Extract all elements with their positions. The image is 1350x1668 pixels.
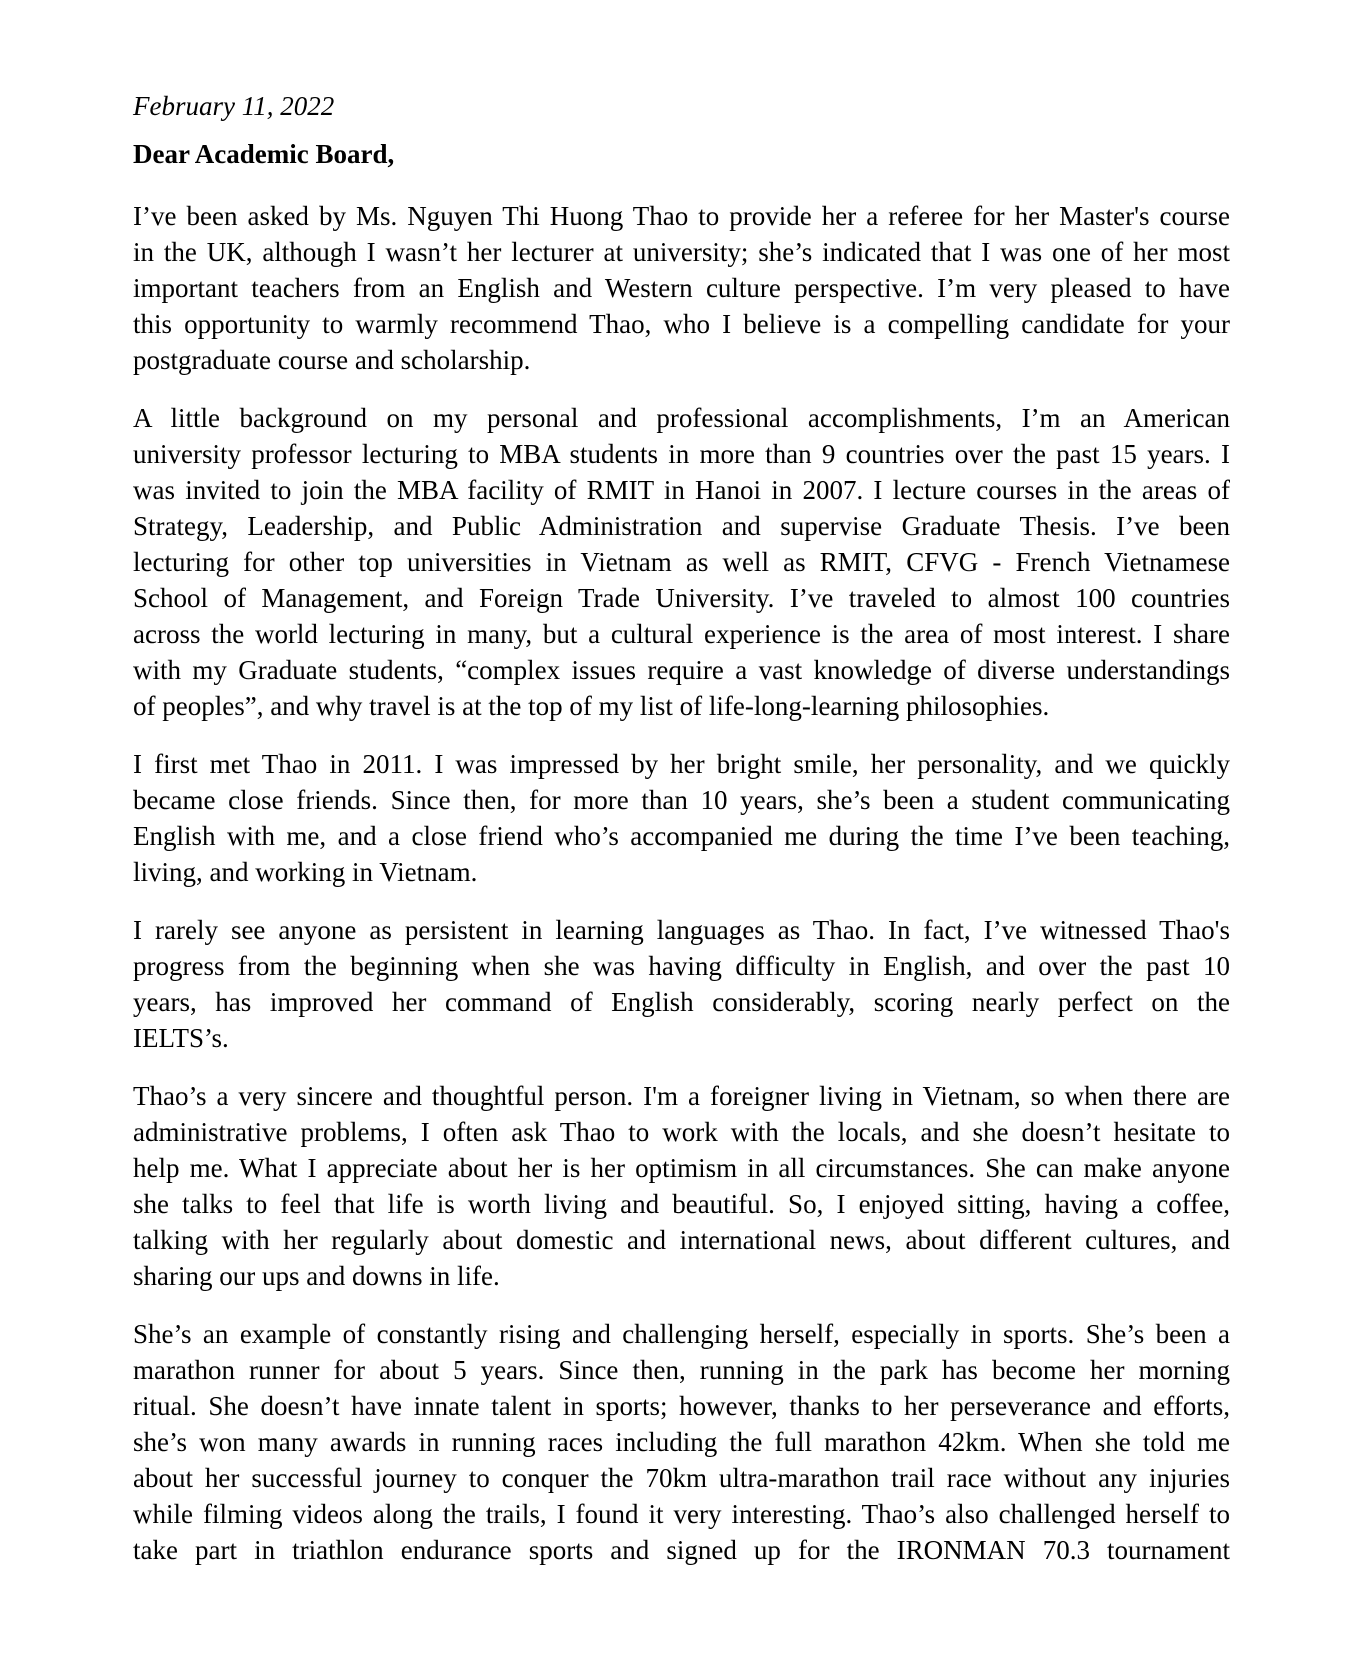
text-line: IELTS’s.: [133, 1023, 229, 1053]
paragraph: [133, 746, 1230, 890]
text-line: while filming videos along the trails, I found it very interesting. Thao’s also challenged herself to: [133, 1499, 1230, 1529]
text-line: ritual. She doesn’t have innate talent in sports; however, thanks to her perseverance and efforts,: [133, 1391, 1230, 1421]
paragraph: [133, 1316, 1230, 1568]
text-line: living, and working in Vietnam.: [133, 857, 478, 887]
paragraph: [133, 198, 1230, 378]
letter-salutation: Dear Academic Board,: [133, 139, 395, 169]
letter-body: [133, 198, 1230, 1568]
text-line: I rarely see anyone as persistent in learning languages as Thao. In fact, I’ve witnessed Thao's: [133, 915, 1230, 945]
text-line: English with me, and a close friend who’s accompanied me during the time I’ve been teaching,: [133, 821, 1230, 851]
text-line: years, has improved her command of English considerably, scoring nearly perfect on the: [133, 987, 1230, 1017]
text-line: university professor lecturing to MBA students in more than 9 countries over the past 15 years. I: [133, 439, 1230, 469]
paragraph: [133, 1078, 1230, 1294]
text-line: I’ve been asked by Ms. Nguyen Thi Huong Thao to provide her a referee for her Master's course: [133, 201, 1230, 231]
text-line: postgraduate course and scholarship.: [133, 345, 531, 375]
text-line: take part in triathlon endurance sports and signed up for the IRONMAN 70.3 tournament: [133, 1535, 1230, 1565]
text-line: she talks to feel that life is worth living and beautiful. So, I enjoyed sitting, having a coffee,: [133, 1189, 1230, 1219]
text-line: talking with her regularly about domestic and international news, about different cultures, and: [133, 1225, 1230, 1255]
paragraph: [133, 400, 1230, 724]
text-line: administrative problems, I often ask Thao to work with the locals, and she doesn’t hesitate to: [133, 1117, 1230, 1147]
text-line: I first met Thao in 2011. I was impressed by her bright smile, her personality, and we quickly: [133, 749, 1230, 779]
text-line: in the UK, although I wasn’t her lecturer at university; she’s indicated that I was one of her most: [133, 237, 1230, 267]
text-line: she’s won many awards in running races including the full marathon 42km. When she told me: [133, 1427, 1230, 1457]
text-line: Thao’s a very sincere and thoughtful person. I'm a foreigner living in Vietnam, so when there are: [133, 1081, 1230, 1111]
text-line: of peoples”, and why travel is at the top of my list of life-long-learning philosophies.: [133, 691, 1050, 721]
text-line: School of Management, and Foreign Trade University. I’ve traveled to almost 100 countries: [133, 583, 1230, 613]
text-line: was invited to join the MBA facility of RMIT in Hanoi in 2007. I lecture courses in the areas of: [133, 475, 1230, 505]
text-line: important teachers from an English and Western culture perspective. I’m very pleased to have: [133, 273, 1230, 303]
text-line: A little background on my personal and professional accomplishments, I’m an American: [133, 403, 1230, 433]
text-line: Strategy, Leadership, and Public Administration and supervise Graduate Thesis. I’ve been: [133, 511, 1230, 541]
text-line: help me. What I appreciate about her is her optimism in all circumstances. She can make anyone: [133, 1153, 1230, 1183]
letter-date: February 11, 2022: [133, 91, 335, 121]
text-line: with my Graduate students, “complex issues require a vast knowledge of diverse understandings: [133, 655, 1230, 685]
text-line: this opportunity to warmly recommend Thao, who I believe is a compelling candidate for your: [133, 309, 1230, 339]
text-line: She’s an example of constantly rising and challenging herself, especially in sports. She’s been a: [133, 1319, 1230, 1349]
text-line: marathon runner for about 5 years. Since then, running in the park has become her morning: [133, 1355, 1230, 1385]
text-line: sharing our ups and downs in life.: [133, 1261, 500, 1291]
text-line: became close friends. Since then, for more than 10 years, she’s been a student communicating: [133, 785, 1230, 815]
text-line: about her successful journey to conquer the 70km ultra-marathon trail race without any injuries: [133, 1463, 1230, 1493]
paragraph: [133, 912, 1230, 1056]
text-line: across the world lecturing in many, but a cultural experience is the area of most interest. I share: [133, 619, 1230, 649]
text-line: lecturing for other top universities in Vietnam as well as RMIT, CFVG - French Vietnamese: [133, 547, 1230, 577]
text-line: progress from the beginning when she was having difficulty in English, and over the past 10: [133, 951, 1230, 981]
